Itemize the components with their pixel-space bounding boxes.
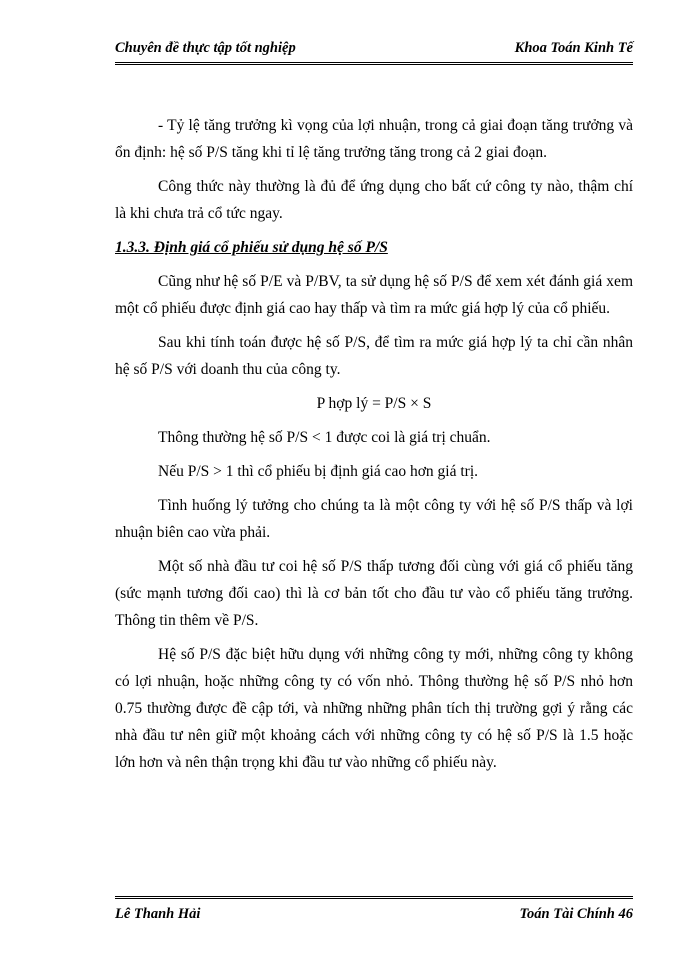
paragraph-ps-valuation: Cũng như hệ số P/E và P/BV, ta sử dụng hệ số P/S để xem xét đánh giá xem một cổ phiếu được định giá cao hay thấp và tìm ra mức giá hợp lý của cổ phiếu. bbox=[115, 273, 633, 317]
paragraph-ps-greater-than-one: Nếu P/S > 1 thì cổ phiếu bị định giá cao hơn giá trị. bbox=[158, 463, 479, 480]
document-body bbox=[115, 112, 633, 783]
header-left-text: Chuyên đề thực tập tốt nghiệp bbox=[115, 40, 296, 56]
formula: P hợp lý = P/S × S bbox=[316, 395, 432, 412]
paragraph-growth-rate: - Tỷ lệ tăng trưởng kì vọng của lợi nhuận, trong cả giai đoạn tăng trưởng và ổn định: hệ số P/S tăng khi tỉ lệ tăng trưởng tăng trong cả 2 giai đoạn. bbox=[115, 117, 633, 161]
header-right-text: Khoa Toán Kinh Tế bbox=[514, 40, 633, 56]
paragraph-ideal-situation: Tình huống lý tưởng cho chúng ta là một công ty với hệ số P/S thấp và lợi nhuận biên cao vừa phải. bbox=[115, 497, 633, 541]
page-header bbox=[115, 38, 633, 65]
paragraph-fair-price: Sau khi tính toán được hệ số P/S, để tìm ra mức giá hợp lý ta chỉ cần nhân hệ số P/S với doanh thu của công ty. bbox=[115, 334, 633, 378]
footer-page-label: Toán Tài Chính 46 bbox=[519, 906, 633, 922]
paragraph-investors-view: Một số nhà đầu tư coi hệ số P/S thấp tương đối cùng với giá cổ phiếu tăng (sức mạnh tương đối cao) thì là cơ bản tốt cho đầu tư vào cổ phiếu tăng trưởng. Thông tin thêm về P/S. bbox=[115, 558, 633, 629]
footer-author: Lê Thanh Hải bbox=[115, 906, 201, 922]
section-heading: 1.3.3. Định giá cổ phiếu sử dụng hệ số P/S bbox=[115, 239, 388, 256]
paragraph-ps-less-than-one: Thông thường hệ số P/S < 1 được coi là giá trị chuẩn. bbox=[158, 429, 491, 446]
paragraph-formula-usage: Công thức này thường là đủ để ứng dụng cho bất cứ công ty nào, thậm chí là khi chưa trả cổ tức ngay. bbox=[115, 178, 633, 222]
paragraph-ps-usefulness: Hệ số P/S đặc biệt hữu dụng với những công ty mới, những công ty không có lợi nhuận, hoặc những công ty có vốn nhỏ. Thông thường hệ số P/S nhỏ hơn 0.75 thường được đề cập tới, và những những phân tích thị trường gợi ý rằng các nhà đầu tư nên giữ một khoảng cách với những công ty có hệ số P/S là 1.5 hoặc lớn hơn và nên thận trọng khi đầu tư vào những cổ phiếu này. bbox=[115, 646, 633, 771]
page-footer bbox=[115, 896, 633, 922]
